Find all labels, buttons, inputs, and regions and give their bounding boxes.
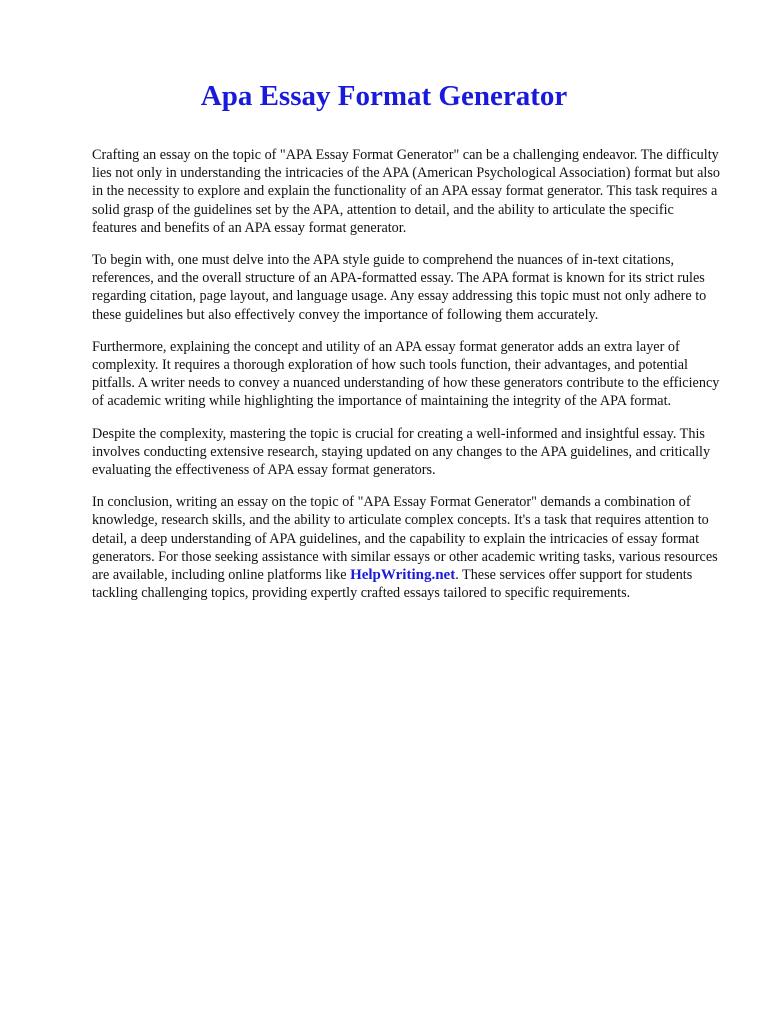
conclusion-text-after-link: . These services offer support for students tackling challenging topics, providing expertly crafted essays tailored to specific requirements. [92, 567, 693, 602]
paragraph-conclusion [92, 493, 722, 602]
page-title: Apa Essay Format Generator [200, 80, 568, 112]
paragraph-1: Crafting an essay on the topic of "APA Essay Format Generator" can be a challenging endeavor. The difficulty lies not only in understanding the intricacies of the APA (American Psychological Association) format but also in the necessity to explore and explain the functionality of an APA essay format generator. This task requires a solid grasp of the guidelines set by the APA, attention to detail, and the ability to articulate the specific features and benefits of an APA essay format generator. [92, 147, 720, 236]
paragraph-3: Furthermore, explaining the concept and utility of an APA essay format generator adds an extra layer of complexity. It requires a thorough exploration of how such tools function, their advantages, and potential pitfalls. A writer needs to convey a nuanced understanding of how these generators contribute to the efficiency of academic writing while highlighting the importance of maintaining the integrity of the APA format. [92, 338, 720, 410]
paragraph-2: To begin with, one must delve into the APA style guide to comprehend the nuances of in-text citations, references, and the overall structure of an APA-formatted essay. The APA format is known for its strict rules regarding citation, page layout, and language usage. Any essay addressing this topic must not only adhere to these guidelines but also effectively convey the importance of following them accurately. [92, 252, 707, 323]
paragraph-4: Despite the complexity, mastering the topic is crucial for creating a well-informed and insightful essay. This involves conducting extensive research, staying updated on any changes to the APA guidelines, and critically evaluating the effectiveness of APA essay format generators. [92, 425, 711, 479]
document-body [92, 146, 722, 616]
conclusion-text-before-link: In conclusion, writing an essay on the topic of "APA Essay Format Generator" demands a combination of knowledge, research skills, and the ability to articulate complex concepts. It's a task that requires attention to detail, a deep understanding of APA guidelines, and the capability to explain the intricacies of essay format generators. For those seeking assistance with similar essays or other academic writing tasks, various resources are available, including online platforms like [92, 494, 718, 584]
helpwriting-link[interactable]: HelpWriting.net [350, 567, 456, 584]
